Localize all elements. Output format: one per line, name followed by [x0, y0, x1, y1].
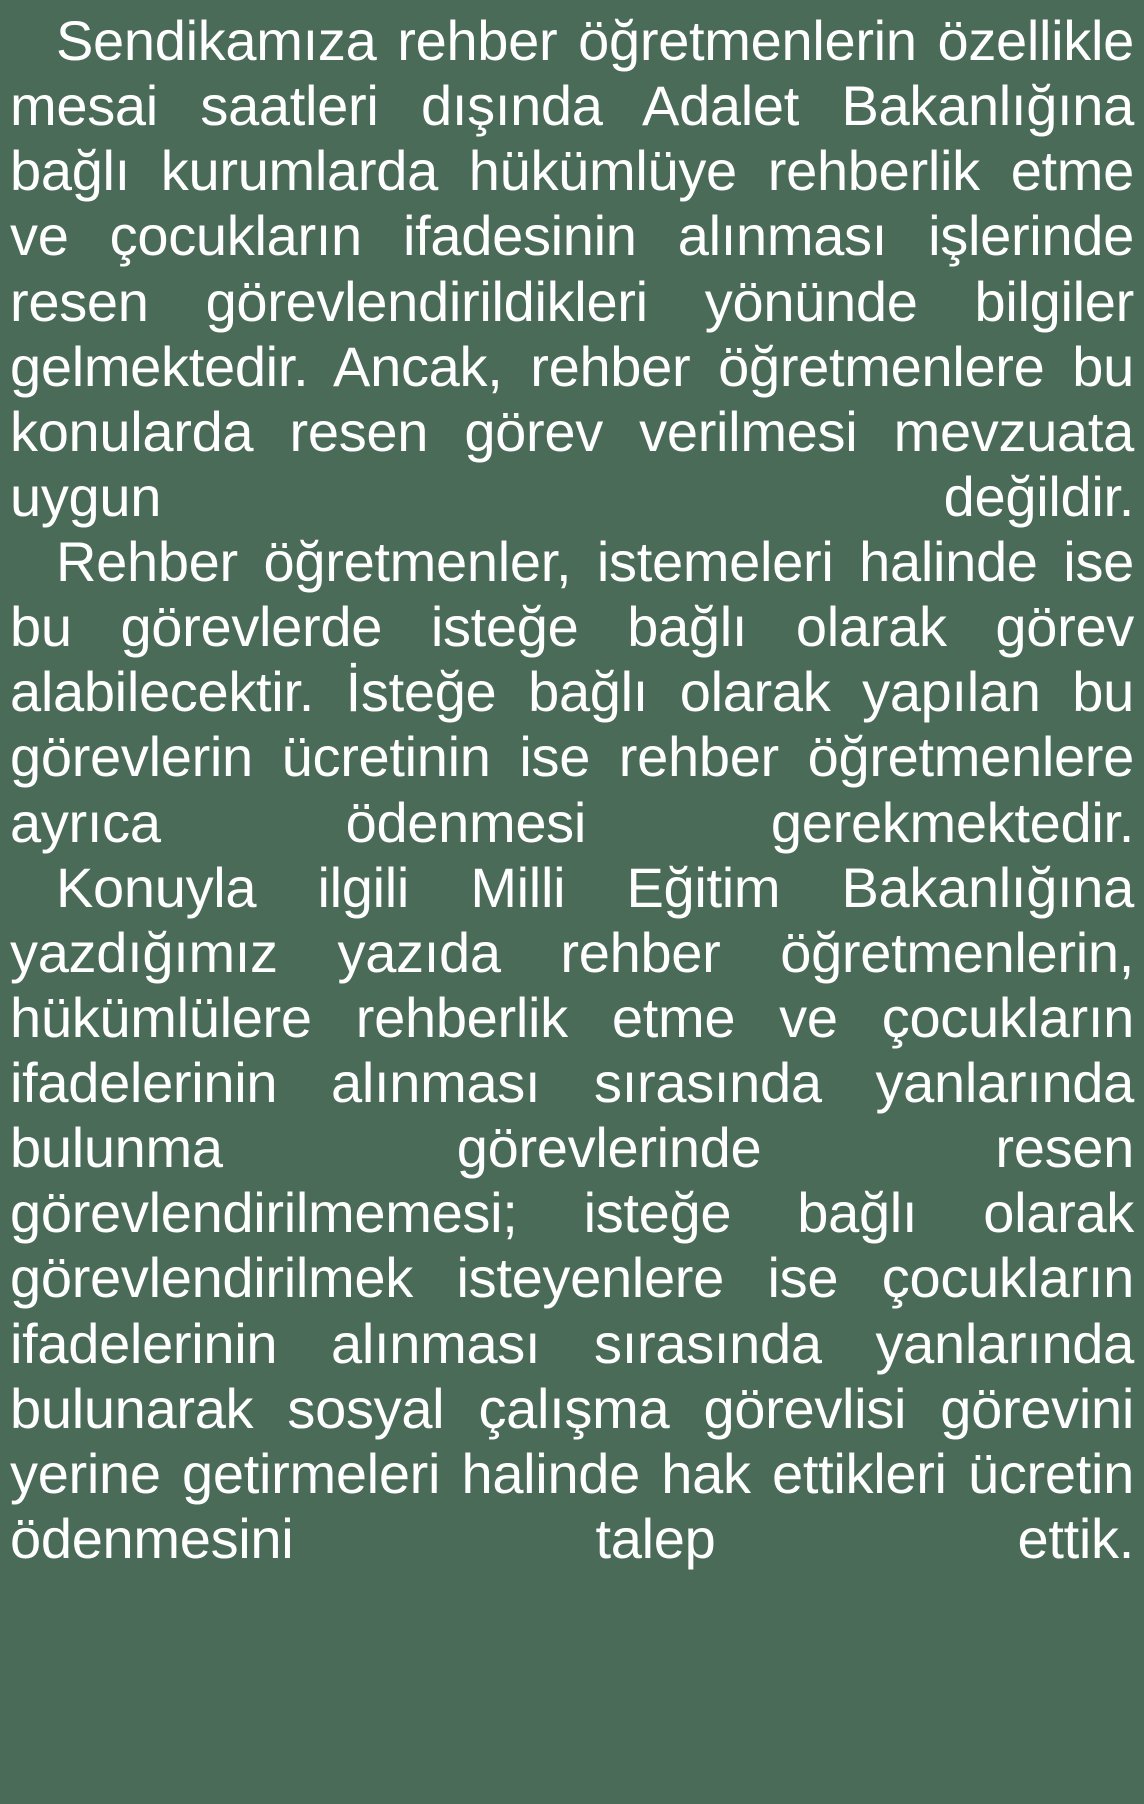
paragraph: Konuyla ilgili Milli Eğitim Bakanlığına yazdığımız yazıda rehber öğretmenlerin, hükümlülere rehberlik etme ve çocukların ifadelerinin alınması sırasında yanlarında bulunma görevlerinde resen görevlendirilmemesi; isteğe bağlı olarak görevlendirilmek isteyenlere ise çocukların ifadelerinin alınması sırasında yanlarında bulunarak sosyal çalışma görevlisi görevini yerine getirmeleri halinde hak ettikleri ücretin ödenmesini talep ettik. [10, 855, 1134, 1570]
paragraph: Sendikamıza rehber öğretmenlerin özellikle mesai saatleri dışında Adalet Bakanlığına bağlı kurumlarda hükümlüye rehberlik etme ve çocukların ifadesinin alınması işlerinde resen görevlendirildikleri yönünde bilgiler gelmektedir. Ancak, rehber öğretmenlere bu konularda resen görev verilmesi mevzuata uygun değildir. [10, 9, 1134, 528]
paragraph: Rehber öğretmenler, istemeleri halinde ise bu görevlerde isteğe bağlı olarak görev alabilecektir. İsteğe bağlı olarak yapılan bu görevlerin ücretinin ise rehber öğretmenlere ayrıca ödenmesi gerekmektedir. [10, 530, 1134, 854]
document-body [10, 8, 1134, 1571]
